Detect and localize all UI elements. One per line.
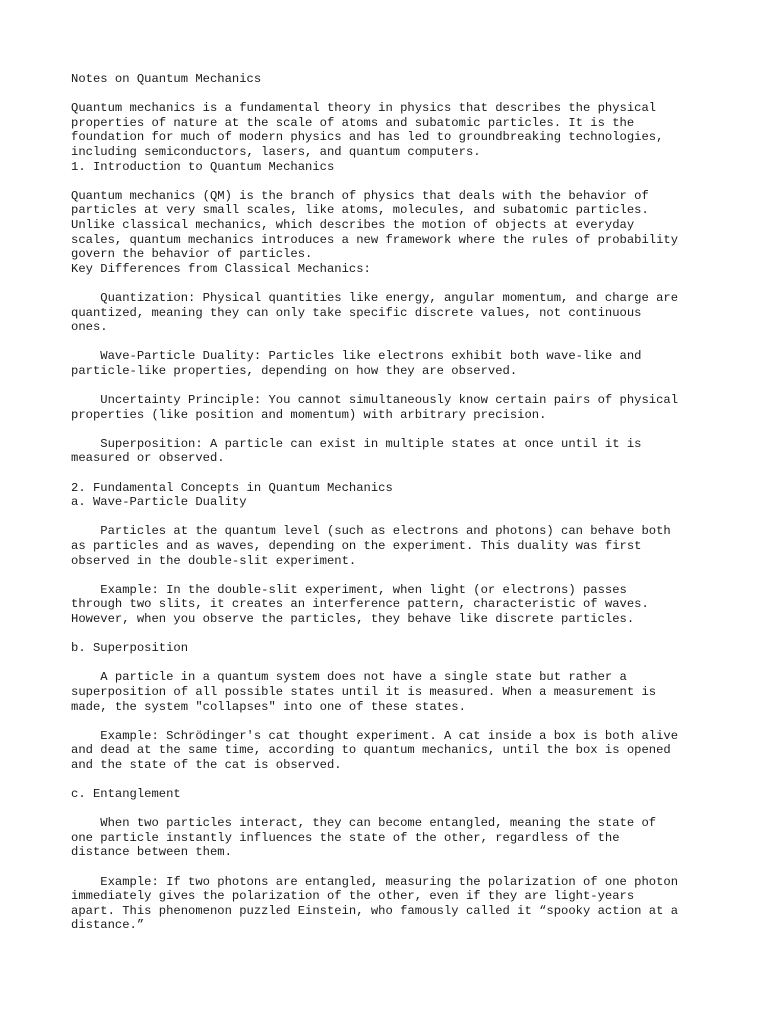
text-line: govern the behavior of particles. — [71, 247, 313, 262]
text-line: a. Wave-Particle Duality — [71, 495, 247, 510]
text-line: apart. This phenomenon puzzled Einstein, who famously called it “spooky action at a — [71, 903, 679, 918]
text-line: measured or observed. — [71, 451, 225, 466]
text-line — [71, 773, 711, 788]
text-line: However, when you observe the particles, they behave like discrete particles. — [71, 611, 635, 626]
text-line: one particle instantly influences the state of the other, regardless of the — [71, 830, 620, 845]
text-line: through two slits, it creates an interference pattern, characteristic of waves. — [71, 597, 649, 612]
text-line: Quantization: Physical quantities like energy, angular momentum, and charge are — [71, 290, 679, 305]
text-line: When two particles interact, they can become entangled, meaning the state of — [71, 816, 657, 831]
text-line: Quantum mechanics (QM) is the branch of physics that deals with the behavior of — [71, 188, 649, 203]
text-line: Example: Schrödinger's cat thought experiment. A cat inside a box is both alive — [71, 728, 679, 743]
text-line: Quantum mechanics is a fundamental theory in physics that describes the physical — [71, 101, 657, 116]
text-line — [71, 466, 711, 481]
text-line — [71, 802, 711, 817]
text-line: Notes on Quantum Mechanics — [71, 72, 262, 86]
text-line: Example: If two photons are entangled, measuring the polarization of one photon — [71, 874, 679, 889]
document-body — [71, 72, 711, 933]
text-line: and the state of the cat is observed. — [71, 757, 342, 772]
text-line: distance.” — [71, 918, 145, 933]
text-line — [71, 627, 711, 642]
text-line: c. Entanglement — [71, 787, 181, 802]
text-line: Wave-Particle Duality: Particles like electrons exhibit both wave-like and — [71, 349, 642, 364]
text-line: Particles at the quantum level (such as electrons and photons) can behave both — [71, 524, 671, 539]
text-line: made, the system "collapses" into one of these states. — [71, 699, 466, 714]
text-line — [71, 568, 711, 583]
text-line: Unlike classical mechanics, which describes the motion of objects at everyday — [71, 217, 635, 232]
text-line — [71, 656, 711, 671]
text-line: 2. Fundamental Concepts in Quantum Mechanics — [71, 480, 393, 495]
text-line: immediately gives the polarization of the other, even if they are light-years — [71, 889, 635, 904]
text-line: including semiconductors, lasers, and quantum computers. — [71, 144, 481, 159]
text-line: ones. — [71, 320, 108, 335]
text-line — [71, 87, 711, 102]
text-line: b. Superposition — [71, 641, 189, 656]
text-line: foundation for much of modern physics and has led to groundbreaking technologies, — [71, 130, 664, 145]
text-line: Superposition: A particle can exist in multiple states at once until it is — [71, 436, 642, 451]
text-line — [71, 860, 711, 875]
text-line: and dead at the same time, according to quantum mechanics, until the box is opened — [71, 743, 671, 758]
text-line: superposition of all possible states until it is measured. When a measurement is — [71, 684, 657, 699]
text-line: as particles and as waves, depending on the experiment. This duality was first — [71, 539, 642, 553]
text-line — [71, 510, 711, 525]
text-line — [71, 422, 711, 437]
text-line: A particle in a quantum system does not have a single state but rather a — [71, 670, 627, 685]
text-line: observed in the double-slit experiment. — [71, 553, 357, 568]
text-line: scales, quantum mechanics introduces a new framework where the rules of probability — [71, 232, 679, 247]
text-line: 1. Introduction to Quantum Mechanics — [71, 159, 335, 174]
text-line: Example: In the double-slit experiment, when light (or electrons) passes — [71, 582, 627, 597]
text-line — [71, 714, 711, 729]
text-line: particles at very small scales, like atoms, molecules, and subatomic particles. — [71, 203, 649, 218]
text-line: properties (like position and momentum) with arbitrary precision. — [71, 407, 547, 422]
text-line — [71, 335, 711, 350]
text-line: particle-like properties, depending on how they are observed. — [71, 363, 518, 378]
text-line: quantized, meaning they can only take specific discrete values, not continuous — [71, 305, 642, 320]
text-line: properties of nature at the scale of atoms and subatomic particles. It is the — [71, 115, 635, 130]
text-line — [71, 174, 711, 189]
text-line — [71, 378, 711, 393]
text-line: distance between them. — [71, 845, 232, 860]
text-line: Key Differences from Classical Mechanics: — [71, 261, 371, 276]
text-line — [71, 276, 711, 291]
text-line: Uncertainty Principle: You cannot simultaneously know certain pairs of physical — [71, 393, 679, 408]
